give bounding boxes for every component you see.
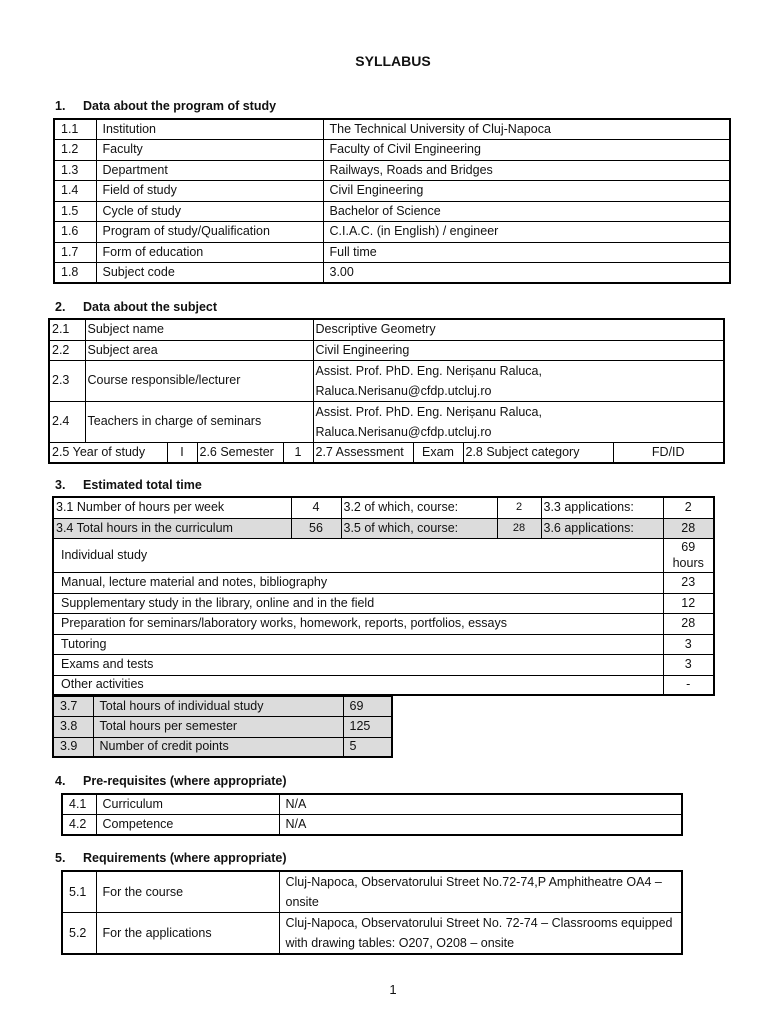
- row-label: Institution: [96, 119, 323, 139]
- row-code: 5.1: [62, 871, 96, 913]
- table-row: [54, 242, 730, 262]
- row-code: 1.3: [54, 160, 96, 180]
- row-value: Bachelor of Science: [323, 201, 730, 221]
- row-value: Civil Engineering: [313, 340, 724, 360]
- table-row: [53, 497, 714, 518]
- table-row: [62, 871, 682, 913]
- row-value: 125: [343, 716, 392, 737]
- activity-label: Tutoring: [53, 634, 663, 654]
- section-4-heading: [55, 774, 287, 788]
- table-row: [53, 696, 392, 716]
- table-row: [54, 262, 730, 283]
- row-label: Course responsible/lecturer: [85, 360, 313, 401]
- category-value: FD/ID: [613, 442, 724, 463]
- individual-study-label: Individual study: [53, 538, 663, 572]
- row-value: Cluj-Napoca, Observatorului Street No.72-74,P Amphitheatre OA4 – onsite: [279, 871, 682, 913]
- section-title: Requirements (where appropriate): [83, 851, 287, 865]
- prerequisites-table: [61, 793, 683, 836]
- row-value: Full time: [323, 242, 730, 262]
- section-title: Data about the subject: [83, 300, 218, 314]
- row-label: For the applications: [96, 913, 279, 955]
- section-number: 1.: [55, 99, 66, 113]
- row-code: 1.6: [54, 221, 96, 242]
- section-3-heading: [55, 478, 202, 492]
- row-code: 3.9: [53, 737, 93, 757]
- table-row: [62, 814, 682, 835]
- hours-per-week-value: 4: [291, 497, 341, 518]
- row-code: 2.4: [49, 401, 85, 442]
- table-row: [54, 180, 730, 201]
- time-table: [52, 496, 715, 696]
- section-title: Pre-requisites (where appropriate): [83, 774, 287, 788]
- row-value: N/A: [279, 814, 682, 835]
- row-value: 69: [343, 696, 392, 716]
- row-label: Total hours per semester: [93, 716, 343, 737]
- activity-value: 3: [663, 634, 714, 654]
- activity-label: Supplementary study in the library, online and in the field: [53, 593, 663, 613]
- row-value: Railways, Roads and Bridges: [323, 160, 730, 180]
- row-code: 1.5: [54, 201, 96, 221]
- row-code: 2.3: [49, 360, 85, 401]
- row-value: 3.00: [323, 262, 730, 283]
- total-hours-label: 3.4 Total hours in the curriculum: [53, 518, 291, 538]
- row-label: Teachers in charge of seminars: [85, 401, 313, 442]
- table-row: [54, 160, 730, 180]
- table-row: [49, 401, 724, 442]
- table-row: [49, 319, 724, 340]
- applications-label: 3.3 applications:: [541, 497, 663, 518]
- course-value: 28: [497, 518, 541, 538]
- row-value: 5: [343, 737, 392, 757]
- row-label: Form of education: [96, 242, 323, 262]
- table-row: [49, 340, 724, 360]
- applications-label: 3.6 applications:: [541, 518, 663, 538]
- table-row: [53, 538, 714, 572]
- row-value: Cluj-Napoca, Observatorului Street No. 72-74 – Classrooms equipped with drawing tables: O207, O208 – onsite: [279, 913, 682, 955]
- row-code: 3.7: [53, 696, 93, 716]
- table-row: [53, 737, 392, 757]
- row-label: For the course: [96, 871, 279, 913]
- table-row: [53, 613, 714, 634]
- row-code: 2.1: [49, 319, 85, 340]
- activity-label: Exams and tests: [53, 654, 663, 675]
- table-row: [54, 119, 730, 139]
- semester-value: 1: [283, 442, 313, 463]
- row-value: Assist. Prof. PhD. Eng. Nerișanu Raluca, Raluca.Nerisanu@cfdp.utcluj.ro: [313, 401, 724, 442]
- section-1-heading: [55, 99, 276, 113]
- table-row: [62, 794, 682, 814]
- table-row: [53, 716, 392, 737]
- row-label: Subject area: [85, 340, 313, 360]
- row-value: The Technical University of Cluj-Napoca: [323, 119, 730, 139]
- year-label: 2.5 Year of study: [49, 442, 167, 463]
- requirements-table: [61, 870, 683, 955]
- row-code: 2.2: [49, 340, 85, 360]
- subject-table: [48, 318, 725, 464]
- row-label: Department: [96, 160, 323, 180]
- table-row: [53, 654, 714, 675]
- section-2-heading: [55, 300, 217, 314]
- table-row: [49, 360, 724, 401]
- section-title: Estimated total time: [83, 478, 202, 492]
- row-code: 3.8: [53, 716, 93, 737]
- activity-value: 23: [663, 572, 714, 593]
- section-number: 5.: [55, 851, 66, 865]
- table-row: [53, 634, 714, 654]
- row-label: Competence: [96, 814, 279, 835]
- row-label: Cycle of study: [96, 201, 323, 221]
- row-value: C.I.A.C. (in English) / engineer: [323, 221, 730, 242]
- section-title: Data about the program of study: [83, 99, 277, 113]
- row-label: Curriculum: [96, 794, 279, 814]
- activity-value: 28: [663, 613, 714, 634]
- document-title: SYLLABUS: [355, 53, 431, 69]
- hours-per-week-label: 3.1 Number of hours per week: [53, 497, 291, 518]
- row-code: 1.1: [54, 119, 96, 139]
- row-label: Program of study/Qualification: [96, 221, 323, 242]
- year-value: I: [167, 442, 197, 463]
- course-value: 2: [497, 497, 541, 518]
- row-code: 4.2: [62, 814, 96, 835]
- table-row: [54, 221, 730, 242]
- activity-value: 12: [663, 593, 714, 613]
- row-code: 1.8: [54, 262, 96, 283]
- row-value: Descriptive Geometry: [313, 319, 724, 340]
- row-label: Field of study: [96, 180, 323, 201]
- course-label: 3.2 of which, course:: [341, 497, 497, 518]
- page-number: 1: [389, 982, 397, 997]
- program-table: [53, 118, 731, 284]
- row-value: Faculty of Civil Engineering: [323, 139, 730, 160]
- activity-value: -: [663, 675, 714, 695]
- course-label: 3.5 of which, course:: [341, 518, 497, 538]
- applications-value: 2: [663, 497, 714, 518]
- table-row: [53, 572, 714, 593]
- applications-value: 28: [663, 518, 714, 538]
- semester-label: 2.6 Semester: [197, 442, 283, 463]
- table-row: [49, 442, 724, 463]
- row-label: Number of credit points: [93, 737, 343, 757]
- category-label: 2.8 Subject category: [463, 442, 613, 463]
- row-label: Subject name: [85, 319, 313, 340]
- row-label: Total hours of individual study: [93, 696, 343, 716]
- individual-study-value: 69 hours: [663, 538, 714, 572]
- row-code: 1.2: [54, 139, 96, 160]
- section-number: 2.: [55, 300, 66, 314]
- row-value: Civil Engineering: [323, 180, 730, 201]
- row-code: 5.2: [62, 913, 96, 955]
- table-row: [54, 139, 730, 160]
- row-value: Assist. Prof. PhD. Eng. Nerișanu Raluca, Raluca.Nerisanu@cfdp.utcluj.ro: [313, 360, 724, 401]
- activity-value: 3: [663, 654, 714, 675]
- row-code: 1.7: [54, 242, 96, 262]
- table-row: [53, 675, 714, 695]
- row-value: N/A: [279, 794, 682, 814]
- table-row: [53, 593, 714, 613]
- total-hours-value: 56: [291, 518, 341, 538]
- row-code: 1.4: [54, 180, 96, 201]
- assessment-label: 2.7 Assessment: [313, 442, 413, 463]
- section-number: 3.: [55, 478, 66, 492]
- table-row: [62, 913, 682, 955]
- activity-label: Manual, lecture material and notes, bibliography: [53, 572, 663, 593]
- activity-label: Preparation for seminars/laboratory works, homework, reports, portfolios, essays: [53, 613, 663, 634]
- section-number: 4.: [55, 774, 66, 788]
- assessment-value: Exam: [413, 442, 463, 463]
- totals-table: [52, 695, 393, 758]
- section-5-heading: [55, 851, 287, 865]
- table-row: [54, 201, 730, 221]
- activity-label: Other activities: [53, 675, 663, 695]
- row-code: 4.1: [62, 794, 96, 814]
- table-row: [53, 518, 714, 538]
- row-label: Faculty: [96, 139, 323, 160]
- row-label: Subject code: [96, 262, 323, 283]
